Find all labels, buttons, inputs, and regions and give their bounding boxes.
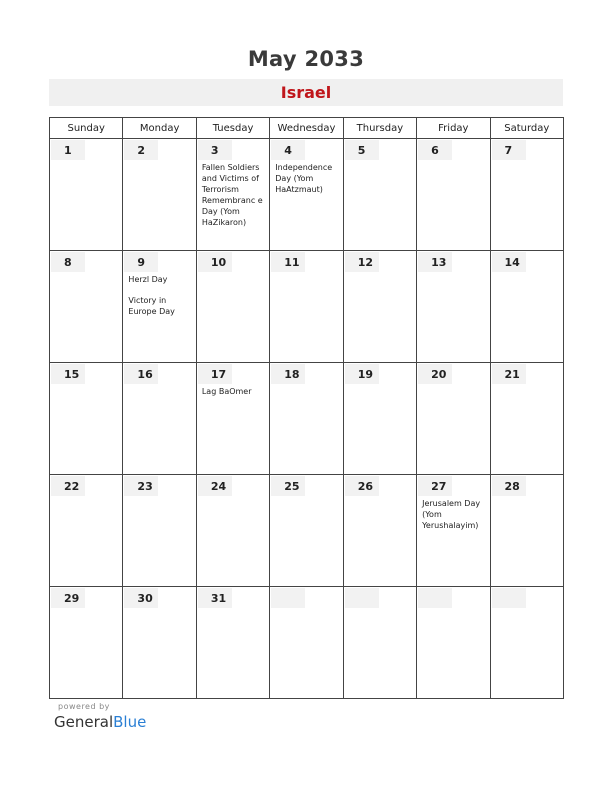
day-number: 25 (271, 476, 305, 496)
day-number: 29 (51, 588, 85, 608)
powered-by-label: powered by (58, 702, 110, 711)
day-number: 20 (418, 364, 452, 384)
day-cell (417, 139, 490, 251)
day-number: 4 (271, 140, 305, 160)
day-cell (123, 363, 196, 475)
week-row (50, 251, 564, 363)
week-row (50, 139, 564, 251)
day-cell (490, 251, 563, 363)
day-number: 17 (198, 364, 232, 384)
day-cell (417, 587, 490, 699)
day-number: 31 (198, 588, 232, 608)
weekday-tuesday: Tuesday (196, 118, 269, 139)
weekday-thursday: Thursday (343, 118, 416, 139)
day-number: 12 (345, 252, 379, 272)
holiday-event: Independence Day (Yom HaAtzmaut) (275, 163, 333, 194)
weekday-wednesday: Wednesday (270, 118, 343, 139)
day-number: 8 (51, 252, 85, 272)
weekday-header-row (50, 118, 564, 139)
day-cell (490, 587, 563, 699)
day-number: 23 (124, 476, 158, 496)
day-cell (270, 363, 343, 475)
day-cell (490, 363, 563, 475)
day-number: 28 (492, 476, 526, 496)
day-cell (343, 363, 416, 475)
brand-blue-text: Blue (113, 713, 147, 731)
day-number: 30 (124, 588, 158, 608)
day-cell (417, 363, 490, 475)
day-cell (270, 587, 343, 699)
day-number: 6 (418, 140, 452, 160)
day-number: 13 (418, 252, 452, 272)
weekday-friday: Friday (417, 118, 490, 139)
day-cell (196, 587, 269, 699)
event-list (123, 272, 195, 317)
day-cell (196, 251, 269, 363)
day-number: 7 (492, 140, 526, 160)
day-cell (50, 587, 123, 699)
day-cell (343, 587, 416, 699)
event-list (270, 160, 342, 195)
day-cell (270, 251, 343, 363)
day-number: 19 (345, 364, 379, 384)
event-list (197, 384, 269, 397)
day-cell (123, 475, 196, 587)
event-list (197, 160, 269, 228)
day-cell (50, 363, 123, 475)
day-number (418, 588, 452, 608)
day-number: 26 (345, 476, 379, 496)
page-title: May 2033 (247, 47, 365, 71)
day-number: 21 (492, 364, 526, 384)
day-number: 2 (124, 140, 158, 160)
day-cell (490, 139, 563, 251)
day-cell (196, 139, 269, 251)
day-number (492, 588, 526, 608)
day-cell (50, 475, 123, 587)
country-name: Israel (280, 83, 332, 102)
day-cell (343, 475, 416, 587)
day-cell (490, 475, 563, 587)
weekday-monday: Monday (123, 118, 196, 139)
day-number: 9 (124, 252, 158, 272)
day-cell (196, 363, 269, 475)
brand-logo[interactable] (54, 713, 146, 731)
weekday-saturday: Saturday (490, 118, 563, 139)
calendar-grid (49, 117, 564, 699)
day-cell (196, 475, 269, 587)
day-number: 10 (198, 252, 232, 272)
day-number: 22 (51, 476, 85, 496)
day-number: 15 (51, 364, 85, 384)
day-number: 24 (198, 476, 232, 496)
day-cell (123, 251, 196, 363)
day-number: 3 (198, 140, 232, 160)
day-number: 16 (124, 364, 158, 384)
event-list (417, 496, 489, 531)
day-number: 14 (492, 252, 526, 272)
day-cell (270, 139, 343, 251)
day-number: 11 (271, 252, 305, 272)
day-number (271, 588, 305, 608)
holiday-event: Lag BaOmer (201, 387, 252, 396)
week-row (50, 475, 564, 587)
week-row (50, 363, 564, 475)
brand-general-text: General (54, 713, 114, 731)
day-cell (343, 251, 416, 363)
week-row (50, 587, 564, 699)
day-number (345, 588, 379, 608)
holiday-event: Herzl Day (128, 275, 168, 284)
weekday-sunday: Sunday (50, 118, 123, 139)
day-number: 5 (345, 140, 379, 160)
day-cell (417, 475, 490, 587)
holiday-event: Victory in Europe Day (128, 296, 175, 316)
day-cell (417, 251, 490, 363)
holiday-event: Jerusalem Day (Yom Yerushalayim) (422, 499, 481, 530)
day-cell (343, 139, 416, 251)
day-number: 18 (271, 364, 305, 384)
country-banner (49, 79, 563, 106)
day-cell (123, 587, 196, 699)
day-cell (50, 139, 123, 251)
holiday-event: Fallen Soldiers and Victims of Terrorism Remembranc e Day (Yom HaZikaron) (201, 163, 263, 227)
day-number: 1 (51, 140, 85, 160)
day-cell (270, 475, 343, 587)
day-cell (123, 139, 196, 251)
day-cell (50, 251, 123, 363)
day-number: 27 (418, 476, 452, 496)
